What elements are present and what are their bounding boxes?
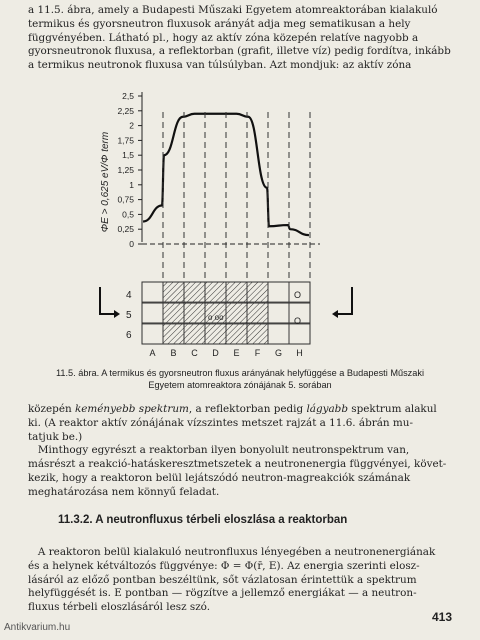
y-tick-label: 1,75 xyxy=(117,135,134,146)
column-label: B xyxy=(170,348,177,358)
y-tick-label: 2,25 xyxy=(117,105,134,116)
text-line: Minthogy egyrészt a reaktorban ilyen bonyolult neutronspektrum van, xyxy=(28,444,410,457)
figure-caption xyxy=(28,367,452,391)
y-tick-label: 0,25 xyxy=(117,224,134,235)
core-lattice xyxy=(142,282,310,344)
lattice-cell xyxy=(142,324,163,344)
lattice-cell xyxy=(163,303,184,323)
lattice-cell xyxy=(205,324,226,344)
lattice-cell xyxy=(268,324,289,344)
text-fragment: , a reflektorban pedig xyxy=(188,403,307,415)
lattice-cell xyxy=(205,282,226,302)
lattice-cell xyxy=(226,282,247,302)
column-label: H xyxy=(296,348,303,358)
row-label-6: 6 xyxy=(126,330,132,341)
text-line: gyorsneutronok fluxusa, a reflektorban (grafit, illetve víz) pedig fordítva, inkább xyxy=(28,45,451,58)
text-line xyxy=(28,403,452,417)
reflector-mark-lower: O xyxy=(294,316,302,326)
text-line: a termikus neutronok fluxusa van túlsúlyban. Azt mondjuk: az aktív zóna xyxy=(28,59,412,72)
caption-line: 11.5. ábra. A termikus és gyorsneutron fluxus arányának helyfüggése a Budapesti Műszaki xyxy=(55,368,425,378)
text-line: és a helynek kétváltozós függvénye: Φ = Φ(r̄, E). Az energia szerinti elosz- xyxy=(28,559,420,572)
lattice-cell xyxy=(184,303,205,323)
lattice-cell xyxy=(226,303,247,323)
text-line: ki. (A reaktor aktív zónájának vízszintes metszet rajzát a 11.6. ábrán mu- xyxy=(28,416,413,429)
y-axis-label: ΦE > 0,625 eV/Φ term xyxy=(100,131,111,233)
column-label: G xyxy=(274,348,283,358)
text-line: meghatározása nem könnyű feladat. xyxy=(28,485,220,498)
y-ticks xyxy=(117,91,142,249)
text-line: kezik, hogy a reaktoron belül lejátszódó neutron-magreakciók számának xyxy=(28,471,411,484)
text-line: helyfüggését is. E pontban — rögzítve a jellemző energiákat — a neutron- xyxy=(28,587,417,600)
text-fragment: spektrum alakul xyxy=(348,403,437,415)
middle-paragraph xyxy=(28,403,452,500)
text-line: fluxus térbeli eloszlásáról lesz szó. xyxy=(28,601,211,614)
row-label-5: 5 xyxy=(126,310,132,321)
lattice-cell xyxy=(226,324,247,344)
lattice-cell xyxy=(184,324,205,344)
y-tick-label: 1 xyxy=(129,179,134,190)
center-marks: o oo xyxy=(208,313,224,322)
lattice-cell xyxy=(247,282,268,302)
lattice-cell xyxy=(268,303,289,323)
lattice-cell xyxy=(142,303,163,323)
section-marker-left-arrow-icon xyxy=(114,310,120,318)
section-heading: 11.3.2. A neutronfluxus térbeli eloszlása a reaktorban xyxy=(58,514,348,526)
lattice-cell xyxy=(184,282,205,302)
lattice-cell xyxy=(163,282,184,302)
text-fragment: közepén xyxy=(28,403,75,415)
flux-ratio-figure xyxy=(90,82,390,362)
text-line: A reaktoron belül kialakuló neutronfluxus lényegében a neutronenergiának xyxy=(28,546,436,558)
lattice-cell xyxy=(268,282,289,302)
text-line: termikus és gyorsneutron fluxusok arányát adja meg sematikusan a hely xyxy=(28,17,411,30)
lattice-cell xyxy=(247,324,268,344)
text-line: függvényében. Látható pl., hogy az aktív zóna közepén relatíve nagyobb a xyxy=(28,31,419,44)
text-line: lásáról az előző pontban beszéltünk, sőt vázlatosan érintettük a spektrum xyxy=(28,573,417,586)
column-label: F xyxy=(254,348,261,358)
text-line: másrészt a reakció-hatáskeresztmetszetek a neutronenergia függvényei, követ- xyxy=(28,458,447,471)
y-tick-label: 0,5 xyxy=(122,209,134,220)
watermark: Antikvarium.hu xyxy=(4,622,71,633)
lattice-cell xyxy=(289,324,310,344)
y-tick-label: 1,25 xyxy=(117,165,134,175)
bottom-paragraph xyxy=(28,546,452,615)
y-tick-label: 0,75 xyxy=(117,194,134,205)
section-marker-left-icon xyxy=(100,287,114,314)
emphasis-hard-spectrum: keményebb spektrum xyxy=(74,403,189,415)
reflector-mark-upper: O xyxy=(294,290,302,300)
row-label-4: 4 xyxy=(126,290,132,301)
y-tick-label: 0 xyxy=(129,239,134,249)
section-marker-right-icon xyxy=(338,287,352,314)
text-line: a 11.5. ábra, amely a Budapesti Műszaki Egyetem atomreaktorában kialakuló xyxy=(28,4,438,16)
y-tick-label: 2,5 xyxy=(122,91,134,101)
lattice-cell xyxy=(142,282,163,302)
lattice-cell xyxy=(247,303,268,323)
page-number: 413 xyxy=(431,610,452,624)
emphasis-soft: lágyabb xyxy=(306,403,348,415)
column-divider-lines xyxy=(142,112,320,282)
column-labels xyxy=(149,348,302,358)
y-tick-label: 2 xyxy=(129,120,134,131)
caption-line: Egyetem atomreaktora zónájának 5. sorában xyxy=(148,380,332,390)
lattice-cell xyxy=(163,324,184,344)
section-marker-right-arrow-icon xyxy=(332,310,338,318)
column-label: A xyxy=(149,348,156,358)
text-line: tatjuk be.) xyxy=(28,430,83,443)
column-label: C xyxy=(191,348,198,358)
y-tick-label: 1,5 xyxy=(122,150,134,161)
column-label: E xyxy=(233,348,240,358)
top-paragraph xyxy=(28,4,452,73)
column-label: D xyxy=(212,348,219,358)
